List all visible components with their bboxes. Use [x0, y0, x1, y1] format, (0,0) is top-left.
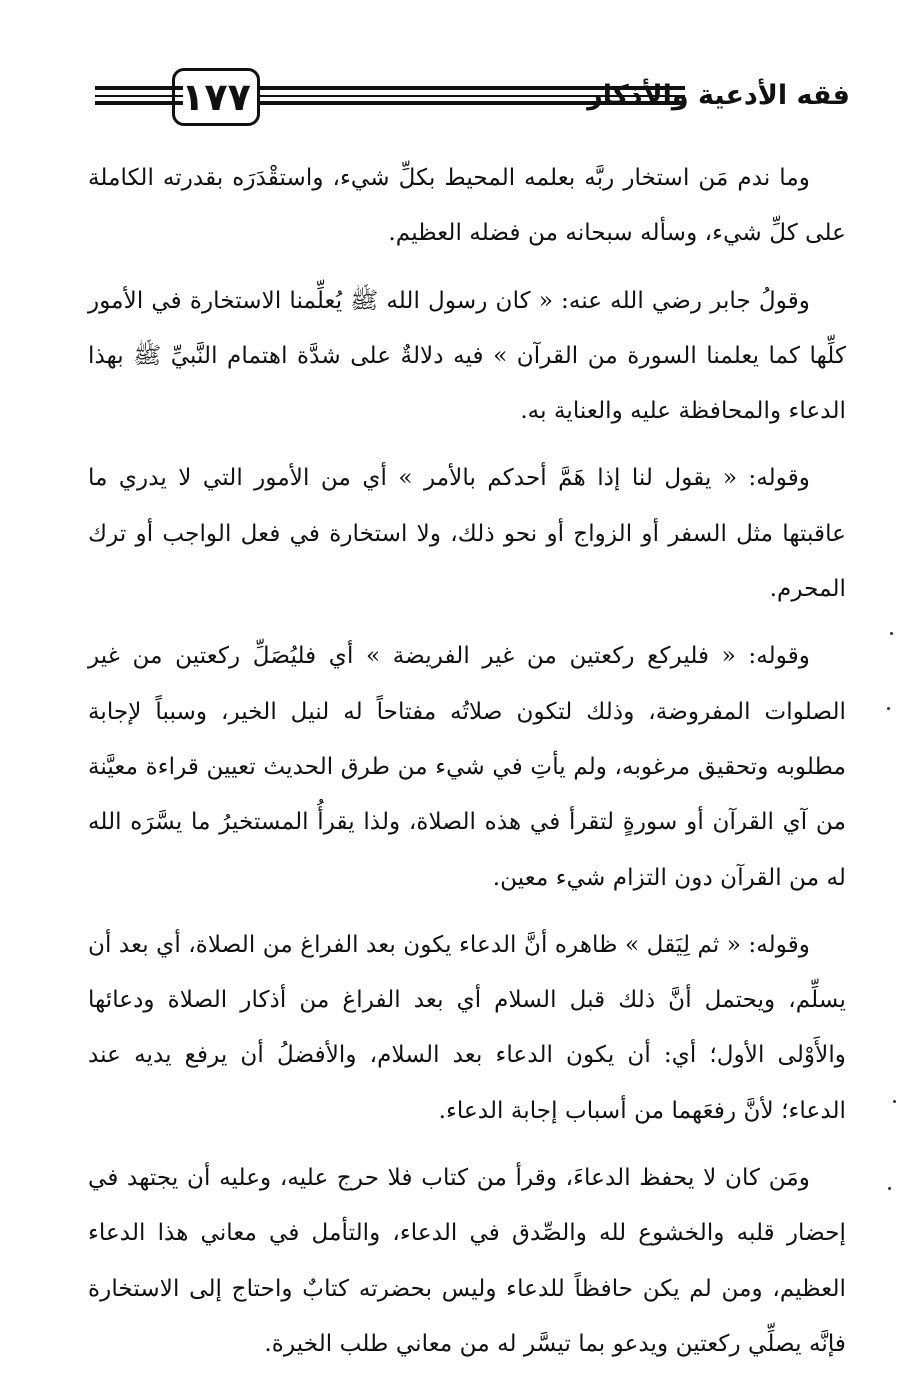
page-header [95, 68, 850, 134]
paragraph: وقوله: « ثم لِيَقل » ظاهره أنَّ الدعاء يكون بعد الفراغ من الصلاة، أي بعد أن يسلِّم، ويحتمل أنَّ ذلك قبل السلام أي بعد الفراغ من أذكار الصلاة ودعائها والأَوْلى الأول؛ أي: أن يكون الدعاء بعد السلام، والأفضلُ أن يرفع يديه عند الدعاء؛ لأنَّ رفعَهما من أسباب إجابة الدعاء. [88, 930, 846, 1124]
page-number: ١٧٧ [172, 68, 260, 126]
margin-mark [893, 1100, 896, 1103]
margin-mark [887, 707, 890, 710]
paragraph: ومَن كان لا يحفظ الدعاءَ، وقرأ من كتاب فلا حرج عليه، وعليه أن يجتهد في إحضار قلبه والخشوع لله والصِّدق في الدعاء، والتأمل في معاني هذا الدعاء العظيم، ومن لم يكن حافظاً للدعاء وليس بحضرته كتابٌ واحتاج إلى الاستخارة فإنَّه يصلِّي ركعتين ويدعو بما تيسَّر له من معاني طلب الخيرة. [88, 1164, 846, 1357]
margin-mark [890, 632, 893, 635]
header-rule [95, 86, 183, 90]
paragraph: وقولُ جابر رضي الله عنه: « كان رسول الله ﷺ يُعلِّمنا الاستخارة في الأمور كلِّها كما يعلمنا السورة من القرآن » فيه دلالةٌ على شدَّة اهتمام النَّبيِّ ﷺ بهذا الدعاء والمحافظة عليه والعناية به. [88, 286, 846, 425]
paragraph: وما ندم مَن استخار ربَّه بعلمه المحيط بكلِّ شيء، واستقْدَرَه بقدرته الكاملة على كلِّ شيء، وسأله سبحانه من فضله العظيم. [88, 164, 846, 247]
body-text [88, 150, 846, 1383]
header-rule [95, 95, 183, 97]
paragraph: وقوله: « فليركع ركعتين من غير الفريضة » أي فليُصَلِّ ركعتين من غير الصلوات المفروضة، وذلك لتكون صلاتُه مفتاحاً له لنيل الخير، وسبباً لإجابة مطلوبه وتحقيق مرغوبه، ولم يأتِ في شيء من طرق الحديث تعيين قراءة معيَّنة من آي القرآن أو سورةٍ لتقرأ في هذه الصلاة، ولذا يقرأُ المستخيرُ ما يسَّرَه الله له من القرآن دون التزام شيء معين. [88, 642, 846, 891]
margin-mark [888, 1187, 891, 1190]
header-rule [95, 101, 183, 105]
running-title: فقه الأدعية والأذكار [587, 80, 850, 111]
paragraph: وقوله: « يقول لنا إذا هَمَّ أحدكم بالأمر » أي من الأمور التي لا يدري ما عاقبتها مثل السفر أو الزواج أو نحو ذلك، ولا استخارة في فعل الواجب أو ترك المحرم. [88, 464, 846, 603]
